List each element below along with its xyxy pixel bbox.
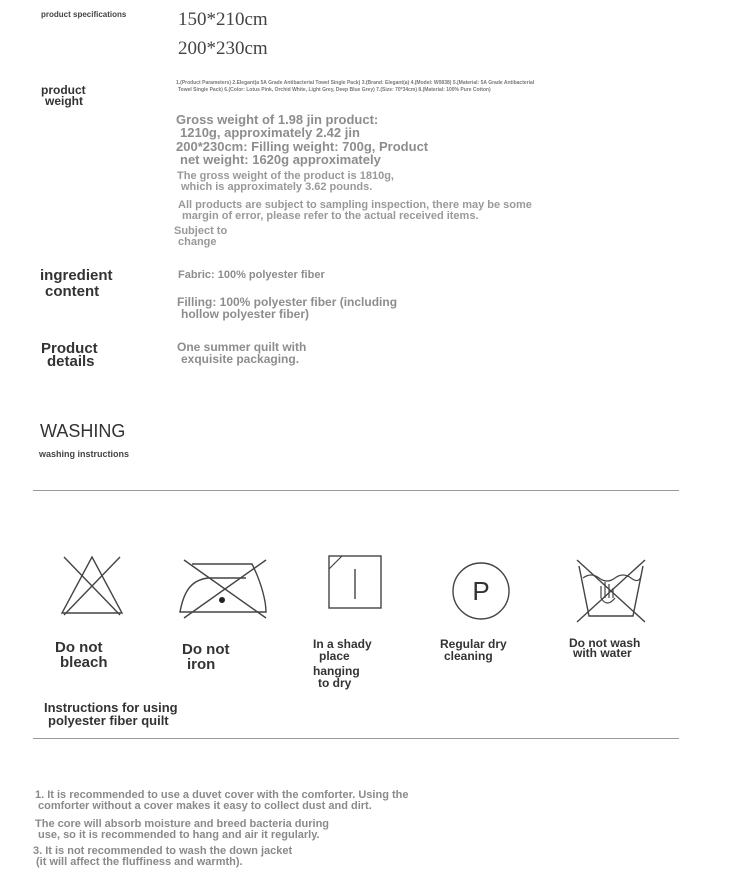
instruction-2: The core will absorb moisture and breed bacteria during use, so it is recommended to hang and air it regularly. <box>35 818 330 841</box>
dry-clean-icon <box>450 560 512 622</box>
details-text: One summer quilt with exquisite packaging. <box>177 340 307 366</box>
instruction-1: 1. It is recommended to use a duvet cover with the comforter. Using the comforter without a cover makes it easy to collect dust and dirt. <box>35 789 409 812</box>
subject-to-change: Subject to change <box>174 225 228 248</box>
spec-heading: product specifications <box>41 10 127 19</box>
instructions-title: Instructions for using polyester fiber quilt <box>44 700 178 728</box>
no-iron-icon <box>178 558 272 620</box>
gross-weight-2-text: The gross weight of the product is 1810g, which is approximately 3.62 pounds. <box>177 170 394 193</box>
dry-clean-label: Regular dry cleaning <box>440 637 507 663</box>
no-wash-icon <box>575 558 647 624</box>
inspection-note: All products are subject to sampling inspection, there may be some margin of error, please refer to the actual received items. <box>178 199 532 222</box>
size-option-2: 200*230cm <box>178 38 268 59</box>
shade-hang-dry-icon <box>328 555 384 611</box>
instruction-3: 3. It is not recommended to wash the down jacket (it will affect the fluffiness and warmth). <box>33 845 293 868</box>
fabric-text: Fabric: 100% polyester fiber <box>178 269 325 281</box>
no-bleach-icon <box>58 553 126 617</box>
washing-subtitle: washing instructions <box>39 449 130 459</box>
weight-label: product weight <box>41 83 86 108</box>
filling-weight-text: 200*230cm: Filling weight: 700g, Product net weight: 1620g approximately <box>176 139 429 167</box>
dry-clean-glyph: P <box>472 576 490 606</box>
no-wash-label: Do not wash with water <box>569 636 641 660</box>
no-bleach-label: Do not bleach <box>55 639 108 671</box>
divider-top <box>33 490 679 491</box>
filling-text: Filling: 100% polyester fiber (including hollow polyester fiber) <box>177 295 398 321</box>
details-label: Product details <box>41 340 98 370</box>
no-iron-label: Do not iron <box>182 641 230 673</box>
washing-title: WASHING <box>40 421 126 441</box>
divider-bottom <box>33 738 679 739</box>
shade-hang-dry-label: In a shady place hanging to dry <box>313 637 372 690</box>
size-option-1: 150*210cm <box>178 9 268 30</box>
product-parameters: 1.(Product Parameters) 2.Elegant(a 5A Grade Antibacterial Towel Single Pack) 3.(Brand: Elegant(a) 4.(Model: W0838) 5.(Material: 5A Grade Antibacterial Towel Single Pack) 6.(Color: Lotus Pink, Orchid White, Light Grey, Deep Blue Grey) 7.(Size: 70*34cm) 8.(Material: 100% Pure Cotton) <box>176 80 535 93</box>
gross-weight-text: Gross weight of 1.98 jin product: 1210g, approximately 2.42 jin <box>176 112 379 140</box>
ingredient-label: ingredient content <box>40 267 113 300</box>
